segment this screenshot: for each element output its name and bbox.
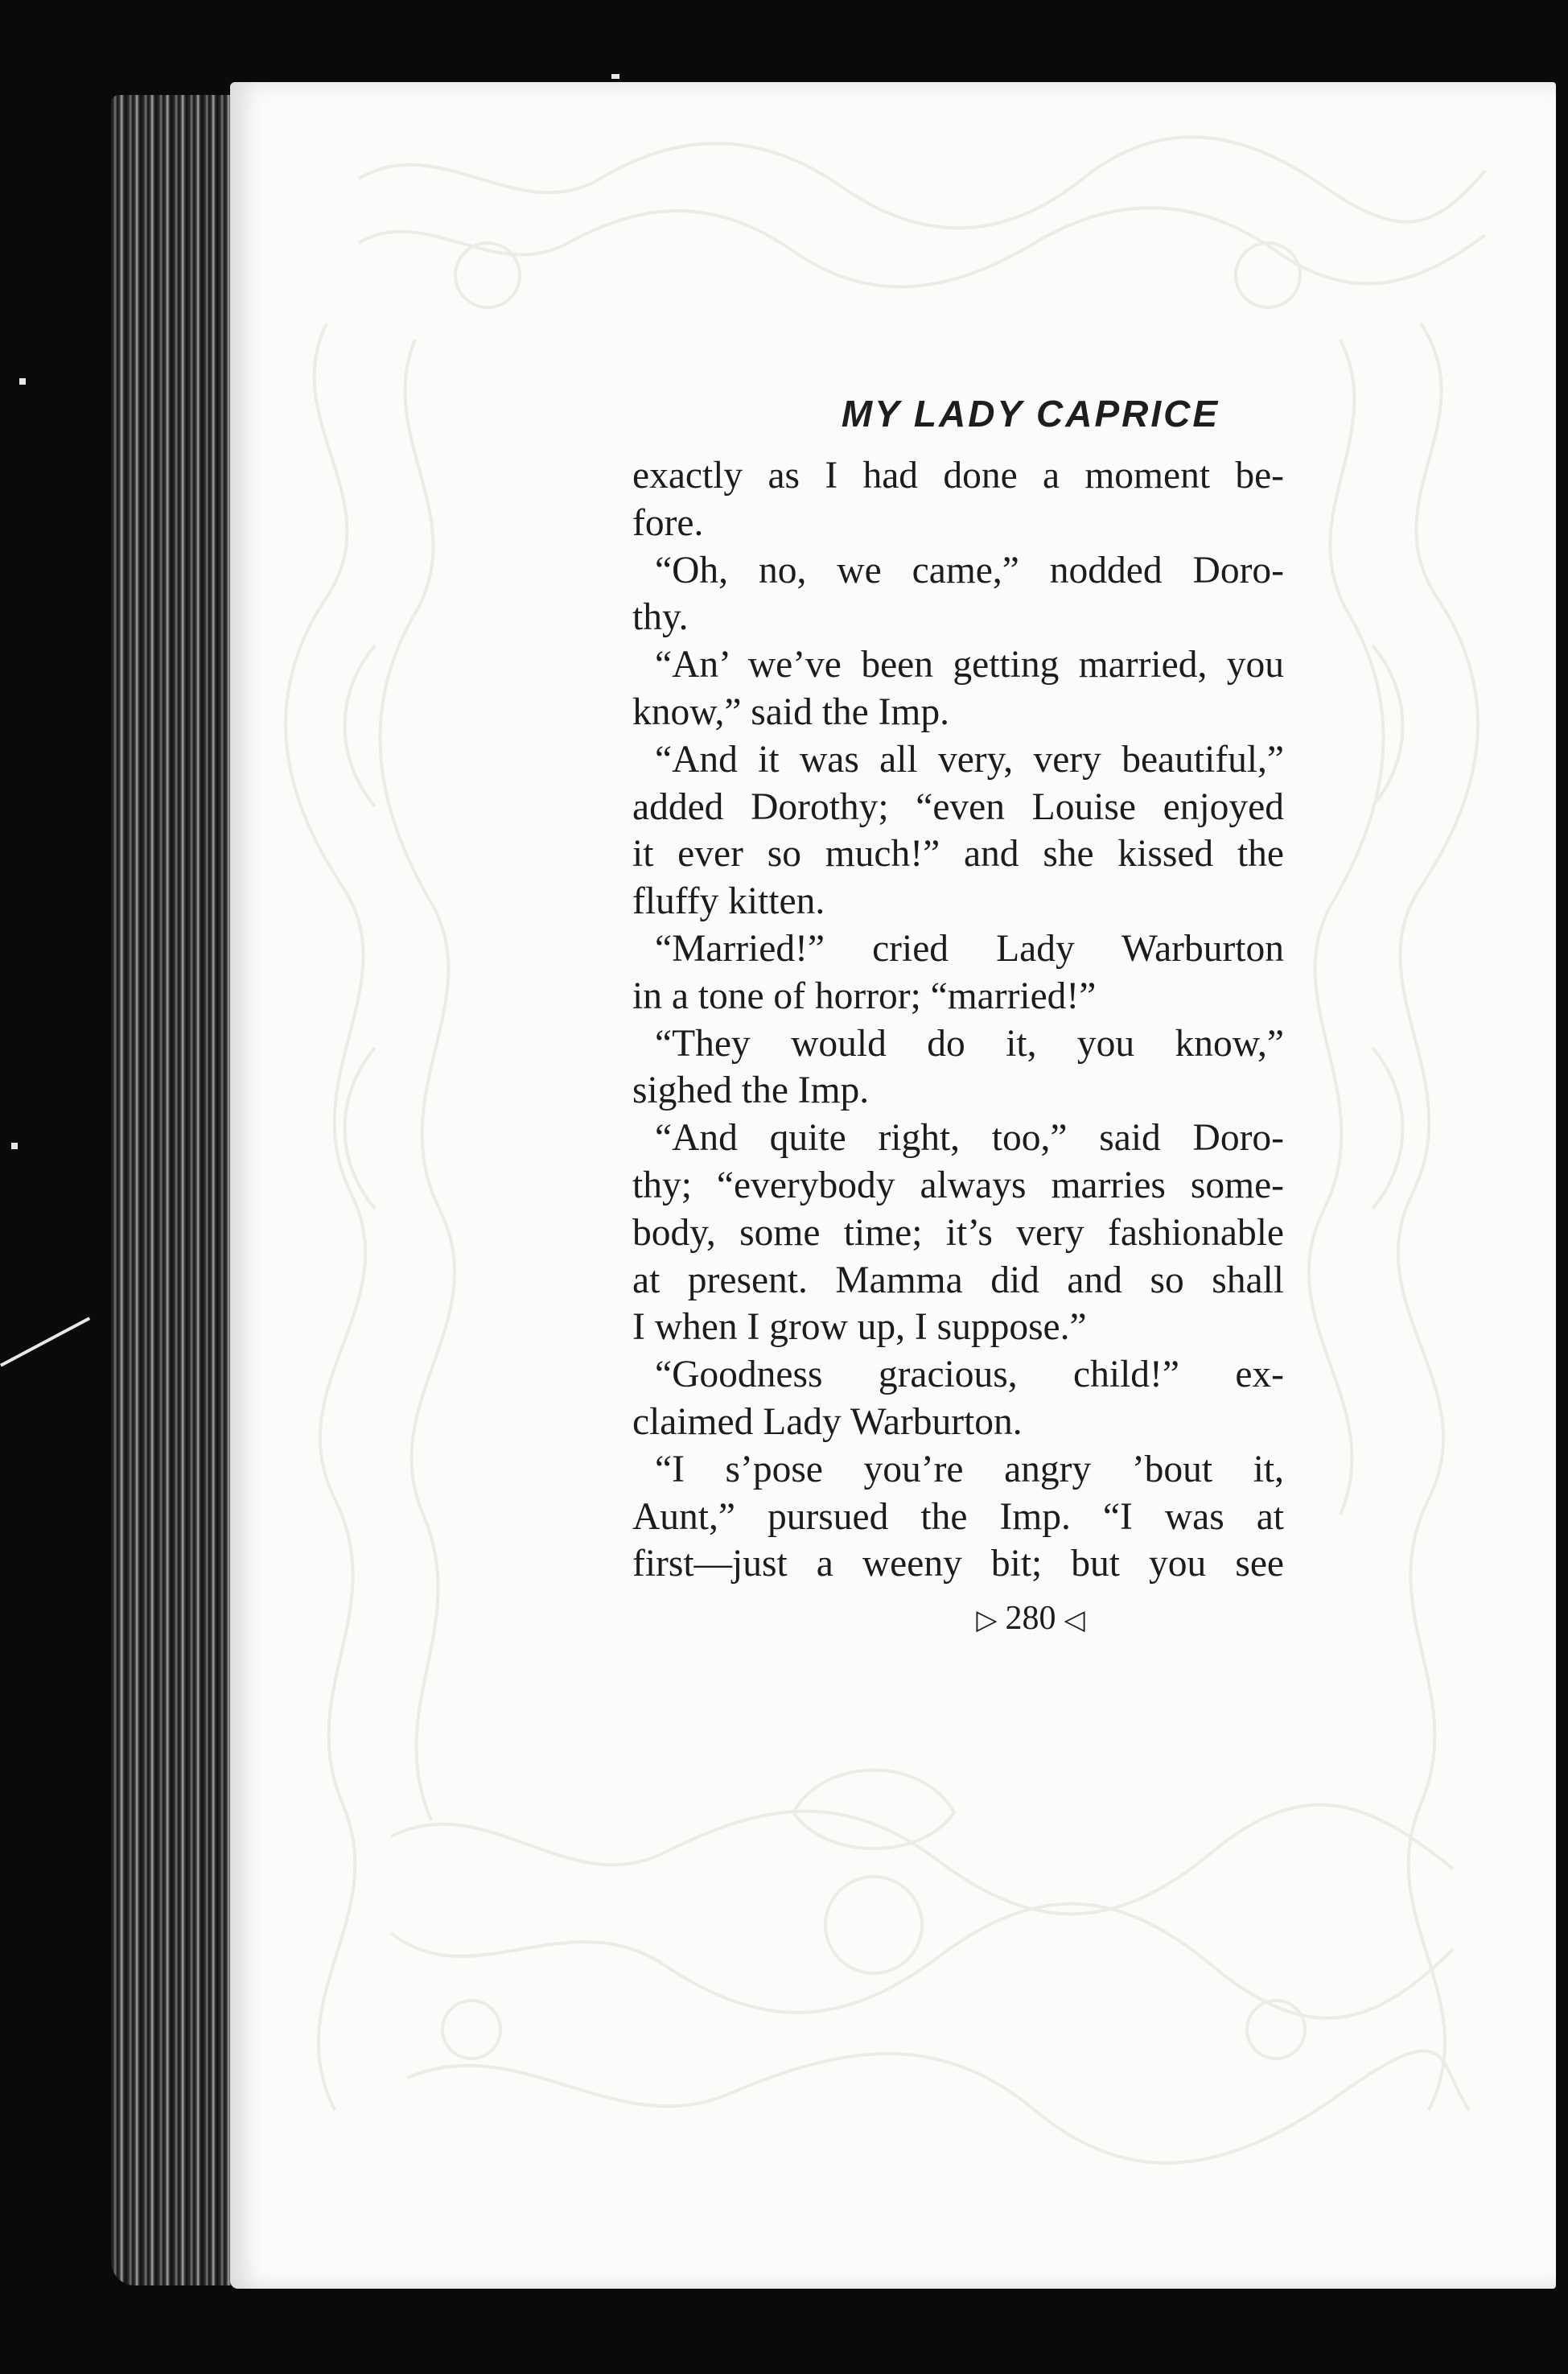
text-line: “And it was all very, very beautiful,”	[655, 738, 1284, 781]
text-line: exactly as I had done a moment be-	[632, 455, 1284, 497]
stray-speck	[19, 378, 26, 385]
text-line: body, some time; it’s very fashionable	[632, 1211, 1284, 1254]
text-line: know,” said the Imp.	[632, 690, 949, 733]
stray-speck	[611, 74, 619, 79]
text-line: thy; “everybody always marries some-	[632, 1164, 1284, 1206]
book-page-edges	[111, 95, 240, 2285]
text-line: first—just a weeny bit; but you see	[632, 1543, 1284, 1585]
text-line: I when I grow up, I suppose.”	[632, 1306, 1087, 1349]
text-line: in a tone of horror; “married!”	[632, 975, 1097, 1017]
text-line: “They would do it, you know,”	[655, 1022, 1284, 1065]
text-line: sighed the Imp.	[632, 1070, 870, 1112]
book-page	[230, 82, 1556, 2289]
right-ornament-icon: ◁	[1064, 1605, 1085, 1635]
text-line: “Goodness gracious, child!” ex-	[655, 1354, 1284, 1396]
text-line: thy.	[632, 596, 689, 639]
text-line: at present. Mamma did and so shall	[632, 1259, 1284, 1301]
page-number: 280	[1005, 1600, 1056, 1637]
text-line: “I s’pose you’re angry ’bout it,	[655, 1448, 1284, 1490]
page-number-footer	[729, 1599, 1332, 1638]
text-line: added Dorothy; “even Louise enjoyed	[632, 785, 1284, 828]
left-ornament-icon: ▷	[976, 1605, 998, 1635]
text-line: it ever so much!” and she kissed the	[632, 833, 1284, 876]
text-line: fluffy kitten.	[632, 880, 825, 923]
text-line: claimed Lady Warburton.	[632, 1400, 1023, 1443]
text-line: fore.	[632, 501, 704, 544]
text-line: Aunt,” pursued the Imp. “I was at	[632, 1495, 1284, 1538]
text-line: “Married!” cried Lady Warburton	[655, 927, 1284, 970]
text-line: “And quite right, too,” said Doro-	[655, 1117, 1284, 1160]
text-line: “An’ we’ve been getting married, you	[655, 644, 1284, 686]
text-line: “Oh, no, we came,” nodded Doro-	[655, 549, 1284, 591]
body-text	[632, 452, 1284, 1588]
running-head: MY LADY CAPRICE	[841, 393, 1220, 435]
stray-speck	[11, 1143, 18, 1149]
stray-fiber	[0, 1317, 90, 1366]
